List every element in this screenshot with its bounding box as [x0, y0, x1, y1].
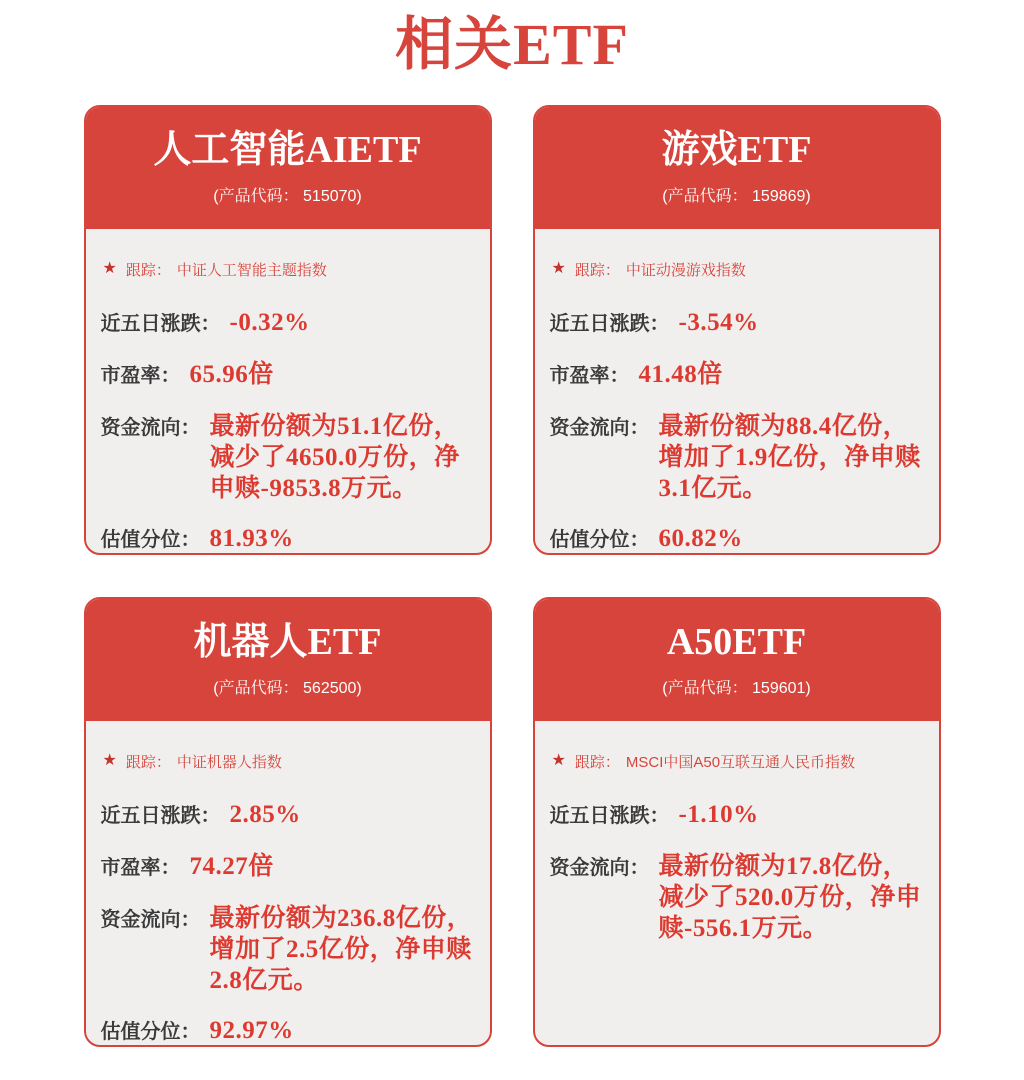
track-label: 跟踪：	[574, 753, 620, 771]
etf-name: A50ETF	[666, 620, 807, 663]
flow-label: 资金流向：	[549, 416, 650, 439]
valuation-value: 60.82%	[658, 524, 743, 552]
flow-label: 资金流向：	[100, 416, 201, 439]
etf-name: 游戏ETF	[661, 128, 812, 171]
change5d-label: 近五日涨跌：	[549, 312, 670, 335]
card-header	[535, 599, 939, 721]
card-body	[86, 721, 490, 1047]
track-row	[103, 259, 476, 280]
track-index: 中证人工智能主题指数	[176, 261, 327, 279]
etf-product-code: (产品代码： 159869)	[662, 187, 811, 205]
card-header	[86, 107, 490, 229]
valuation-label: 估值分位：	[549, 528, 650, 551]
etf-name: 机器人ETF	[193, 620, 382, 663]
flow-row	[550, 411, 925, 504]
flow-row	[101, 411, 476, 504]
change5d-row	[550, 799, 925, 832]
pe-label: 市盈率：	[100, 364, 181, 387]
pe-value: 65.96倍	[189, 360, 274, 388]
pe-label: 市盈率：	[549, 364, 630, 387]
valuation-row	[550, 523, 925, 555]
pe-row	[550, 359, 925, 392]
page-title: 相关ETF	[395, 12, 629, 77]
track-label: 跟踪：	[574, 261, 620, 279]
track-index: 中证动漫游戏指数	[625, 261, 746, 279]
pe-value: 74.27倍	[189, 852, 274, 880]
flow-label: 资金流向：	[549, 856, 650, 879]
card-body	[535, 229, 939, 555]
pe-row	[101, 851, 476, 884]
etf-product-code: (产品代码： 515070)	[213, 187, 362, 205]
etf-card-robot	[84, 597, 492, 1047]
valuation-row	[101, 523, 476, 555]
valuation-value: 81.93%	[209, 524, 294, 552]
valuation-label: 估值分位：	[100, 1020, 201, 1043]
change5d-row	[101, 799, 476, 832]
card-body	[535, 721, 939, 944]
star-icon: ★	[102, 260, 117, 278]
etf-card-a50	[533, 597, 941, 1047]
flow-value: 最新份额为88.4亿份，增加了1.9亿份，净申赎3.1亿元。	[658, 412, 921, 502]
card-body	[86, 229, 490, 555]
pe-label: 市盈率：	[100, 856, 181, 879]
change5d-row	[101, 307, 476, 340]
pe-row	[101, 359, 476, 392]
etf-product-code: (产品代码： 562500)	[213, 679, 362, 697]
track-index: 中证机器人指数	[176, 753, 282, 771]
track-row	[103, 751, 476, 772]
flow-row	[550, 851, 925, 944]
etf-card-grid	[84, 105, 941, 1047]
flow-row	[101, 903, 476, 996]
track-index: MSCI中国A50互联互通人民币指数	[625, 753, 856, 771]
valuation-row	[101, 1015, 476, 1047]
card-header	[535, 107, 939, 229]
flow-value: 最新份额为17.8亿份，减少了520.0万份，净申赎-556.1万元。	[658, 852, 922, 942]
change5d-label: 近五日涨跌：	[100, 312, 221, 335]
etf-name: 人工智能AIETF	[153, 128, 422, 171]
etf-card-game	[533, 105, 941, 555]
change5d-row	[550, 307, 925, 340]
star-icon: ★	[551, 752, 566, 770]
track-label: 跟踪：	[125, 261, 171, 279]
valuation-label: 估值分位：	[100, 528, 201, 551]
flow-value: 最新份额为51.1亿份，减少了4650.0万份，净申赎-9853.8万元。	[209, 412, 460, 502]
flow-label: 资金流向：	[100, 908, 201, 931]
star-icon: ★	[551, 260, 566, 278]
track-label: 跟踪：	[125, 753, 171, 771]
change5d-label: 近五日涨跌：	[100, 804, 221, 827]
flow-value: 最新份额为236.8亿份，增加了2.5亿份，净申赎2.8亿元。	[209, 904, 473, 994]
etf-product-code: (产品代码： 159601)	[662, 679, 811, 697]
track-row	[552, 751, 925, 772]
change5d-label: 近五日涨跌：	[549, 804, 670, 827]
card-header	[86, 599, 490, 721]
pe-value: 41.48倍	[638, 360, 723, 388]
valuation-value: 92.97%	[209, 1016, 294, 1044]
track-row	[552, 259, 925, 280]
change5d-value: -3.54%	[678, 308, 759, 336]
change5d-value: -1.10%	[678, 800, 759, 828]
change5d-value: -0.32%	[229, 308, 310, 336]
change5d-value: 2.85%	[229, 800, 301, 828]
star-icon: ★	[102, 752, 117, 770]
etf-card-aietf	[84, 105, 492, 555]
